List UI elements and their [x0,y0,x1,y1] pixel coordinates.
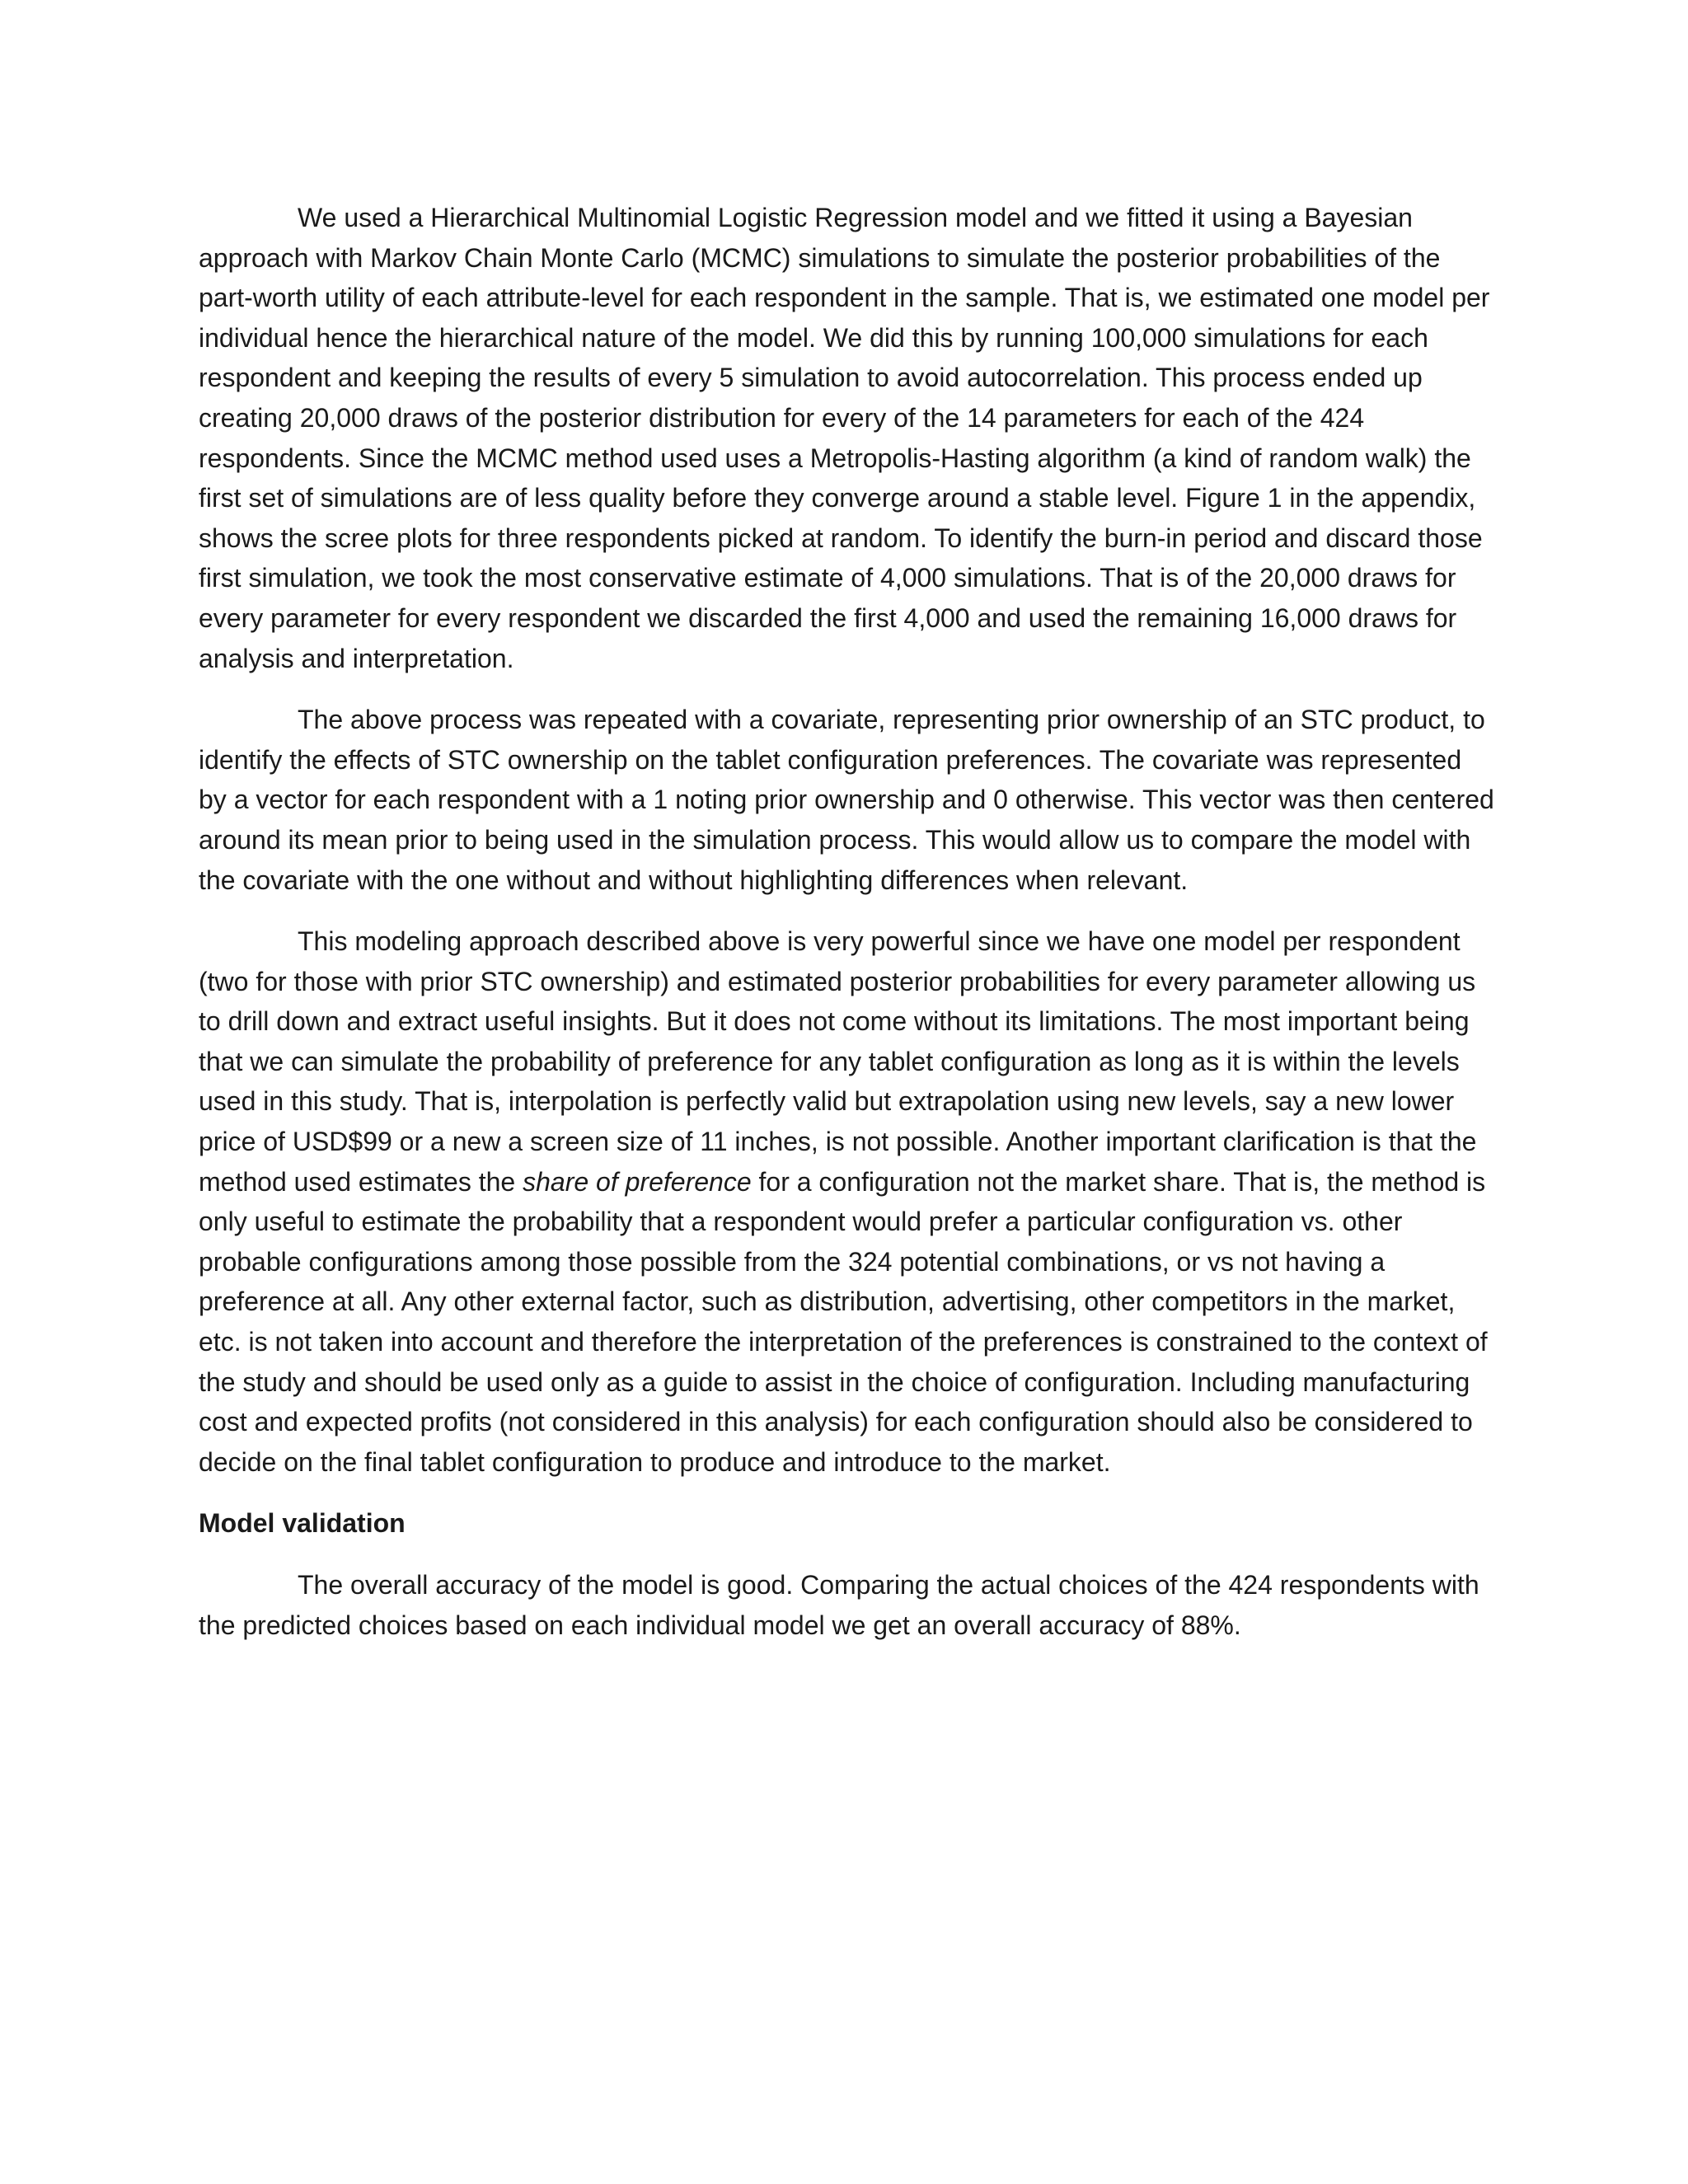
document-body [199,198,1494,1666]
limitations-text-after: for a configuration not the market share. That is, the method is only useful to estimate the probability that a respondent would prefer a particular configuration vs. other probable configurations among those possible from the 324 potential combinations, or vs not having a preference at all. Any other external factor, such as distribution, advertising, other competitors in the market, etc. is not taken into account and therefore the interpretation of the preferences is constrained to the context of the study and should be used only as a guide to assist in the choice of configuration. Including manufacturing cost and expected profits (not considered in this analysis) for each configuration should also be considered to decide on the final tablet configuration to produce and introduce to the market. [199,1166,1488,1477]
section-heading-model-validation: Model validation [199,1508,406,1539]
paragraph-limitations [199,921,1494,1482]
paragraph-validation: The overall accuracy of the model is good. Comparing the actual choices of the 424 respondents with the predicted choices based on each individual model we get an overall accuracy of 88%. [199,1570,1479,1640]
paragraph-covariate: The above process was repeated with a covariate, representing prior ownership of an STC product, to identify the effects of STC ownership on the tablet configuration preferences. The covariate was represented by a vector for each respondent with a 1 noting prior ownership and 0 otherwise. This vector was then centered around its mean prior to being used in the simulation process. This would allow us to compare the model with the covariate with the one without and without highlighting differences when relevant. [199,705,1494,895]
share-of-preference-term: share of preference [523,1166,752,1197]
limitations-text-before: This modeling approach described above is very powerful since we have one model per respondent (two for those with prior STC ownership) and estimated posterior probabilities for every parameter allowing us to drill down and extract useful insights. But it does not come without its limitations. The most important being that we can simulate the probability of preference for any tablet configuration as long as it is within the levels used in this study. That is, interpolation is perfectly valid but extrapolation using new levels, say a new lower price of USD$99 or a new a screen size of 11 inches, is not possible. Another important clarification is that the method used estimates the [199,926,1477,1197]
paragraph-mcmc-method: We used a Hierarchical Multinomial Logistic Regression model and we fitted it using a Bayesian approach with Markov Chain Monte Carlo (MCMC) simulations to simulate the posterior probabilities of the part-worth utility of each attribute-level for each respondent in the sample. That is, we estimated one model per individual hence the hierarchical nature of the model. We did this by running 100,000 simulations for each respondent and keeping the results of every 5 simulation to avoid autocorrelation. This process ended up creating 20,000 draws of the posterior distribution for every of the 14 parameters for each of the 424 respondents. Since the MCMC method used uses a Metropolis-Hasting algorithm (a kind of random walk) the first set of simulations are of less quality before they converge around a stable level. Figure 1 in the appendix, shows the scree plots for three respondents picked at random. To identify the burn-in period and discard those first simulation, we took the most conservative estimate of 4,000 simulations. That is of the 20,000 draws for every parameter for every respondent we discarded the first 4,000 and used the remaining 16,000 draws for analysis and interpretation. [199,203,1490,673]
